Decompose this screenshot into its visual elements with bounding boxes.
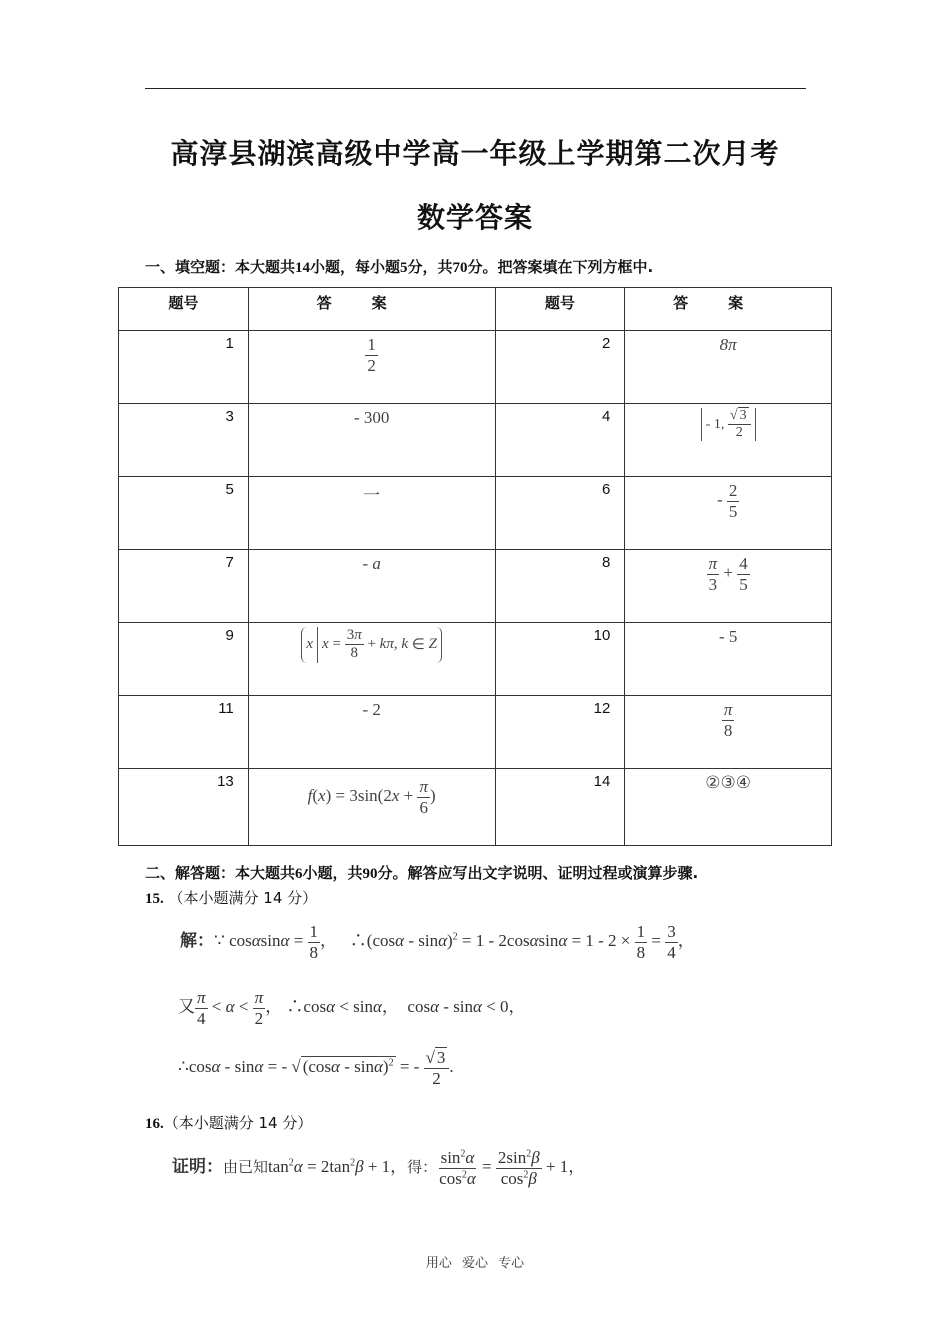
answer-5: 一 bbox=[248, 477, 495, 550]
q15-heading bbox=[145, 887, 317, 908]
q16-get: 得： bbox=[407, 1157, 438, 1176]
answer-8: $\frac{\pi}{3}$ + $\frac{4}{5}$ bbox=[625, 550, 832, 623]
question-number: 3 bbox=[119, 404, 249, 477]
top-rule bbox=[145, 88, 806, 89]
page-footer: 用心 爱心 专心 bbox=[425, 1256, 525, 1271]
question-number: 7 bbox=[119, 550, 249, 623]
table-row bbox=[119, 550, 832, 623]
answer-table bbox=[118, 287, 832, 846]
question-number: 4 bbox=[495, 404, 625, 477]
header-answer: 答案 bbox=[248, 288, 495, 331]
q15-you: 又 bbox=[178, 996, 195, 1017]
q16-note: （本小题满分 14 分） bbox=[163, 1114, 313, 1132]
answer-13: f(x) = 3sin(2x + $\frac{\pi}{6}$ ) bbox=[248, 769, 495, 846]
answer-9: x x = $\frac{3\pi}{8}$ + kπ , k ∈ Z bbox=[248, 623, 495, 696]
question-number: 5 bbox=[119, 477, 249, 550]
answer-table-header bbox=[119, 288, 832, 331]
q16-heading bbox=[145, 1112, 312, 1133]
question-number: 9 bbox=[119, 623, 249, 696]
q15-line-3: ∴cosα - sinα = - √ (cosα - sinα)$^2$ = - $\frac{√ 3}{2}$ . bbox=[178, 1048, 454, 1088]
question-number: 11 bbox=[119, 696, 249, 769]
header-question-number: 题号 bbox=[495, 288, 625, 331]
table-row bbox=[119, 477, 832, 550]
answer-7: - a bbox=[248, 550, 495, 623]
q15-note: （本小题满分 14 分） bbox=[168, 889, 318, 907]
q16-line-1: 证明：由已知$\tan^2\alpha = 2\tan^2\beta + 1$，得： $\frac{\sin^2\alpha}{\cos^2\alpha}$ = $\frac{2\sin^2\beta}{\cos^2\beta}$ + 1， bbox=[172, 1148, 586, 1188]
page-subtitle: 数学答案 bbox=[416, 201, 533, 234]
question-number: 2 bbox=[495, 331, 625, 404]
question-number: 12 bbox=[495, 696, 625, 769]
q15-line-2: 又 $\frac{\pi}{4}$ < α < $\frac{\pi}{2}$ ， ∴cosα < sinα， cosα - sinα < 0， bbox=[178, 988, 526, 1028]
question-number: 6 bbox=[495, 477, 625, 550]
q16-proof-label: 证明： bbox=[172, 1156, 223, 1177]
answer-12: $\frac{\pi}{8}$ bbox=[625, 696, 832, 769]
table-row bbox=[119, 769, 832, 846]
question-number: 14 bbox=[495, 769, 625, 846]
q15-line-1: 解：∵ cosαsinα = $\frac{1}{8}$ ， ∴(cosα - sinα)$^2$ = 1 - 2cosαsinα = 1 - 2 × $\frac{1}{8}$ = $\frac{3}{4}$ ， bbox=[180, 922, 695, 962]
q15-solve-label: 解： bbox=[180, 930, 214, 951]
q16-known: 由已知 bbox=[223, 1157, 269, 1176]
question-number: 10 bbox=[495, 623, 625, 696]
section-1-heading: 一、填空题：本大题共14小题，每小题5分，共70分。把答案填在下列方框中. bbox=[145, 258, 654, 276]
answer-6: - $\frac{2}{5}$ bbox=[625, 477, 832, 550]
header-answer: 答案 bbox=[625, 288, 832, 331]
answer-3: - 300 bbox=[248, 404, 495, 477]
table-row bbox=[119, 696, 832, 769]
answer-10: - 5 bbox=[625, 623, 832, 696]
answer-1: $\frac{1}{2}$ bbox=[248, 331, 495, 404]
table-row bbox=[119, 404, 832, 477]
answer-11: - 2 bbox=[248, 696, 495, 769]
q16-label: 16. bbox=[145, 1116, 164, 1132]
question-number: 1 bbox=[119, 331, 249, 404]
answer-4: - 1, $\frac{√ 3}{2}$ bbox=[625, 404, 832, 477]
question-number: 8 bbox=[495, 550, 625, 623]
section-2-heading: 二、解答题：本大题共6小题，共90分。解答应写出文字说明、证明过程或演算步骤. bbox=[145, 864, 699, 882]
answer-14: ②③④ bbox=[625, 769, 832, 846]
header-question-number: 题号 bbox=[119, 288, 249, 331]
page-title: 高淳县湖滨高级中学高一年级上学期第二次月考 bbox=[170, 137, 780, 170]
answer-2: 8π bbox=[625, 331, 832, 404]
question-number: 13 bbox=[119, 769, 249, 846]
q15-label: 15. bbox=[145, 891, 164, 907]
table-row bbox=[119, 331, 832, 404]
table-row bbox=[119, 623, 832, 696]
